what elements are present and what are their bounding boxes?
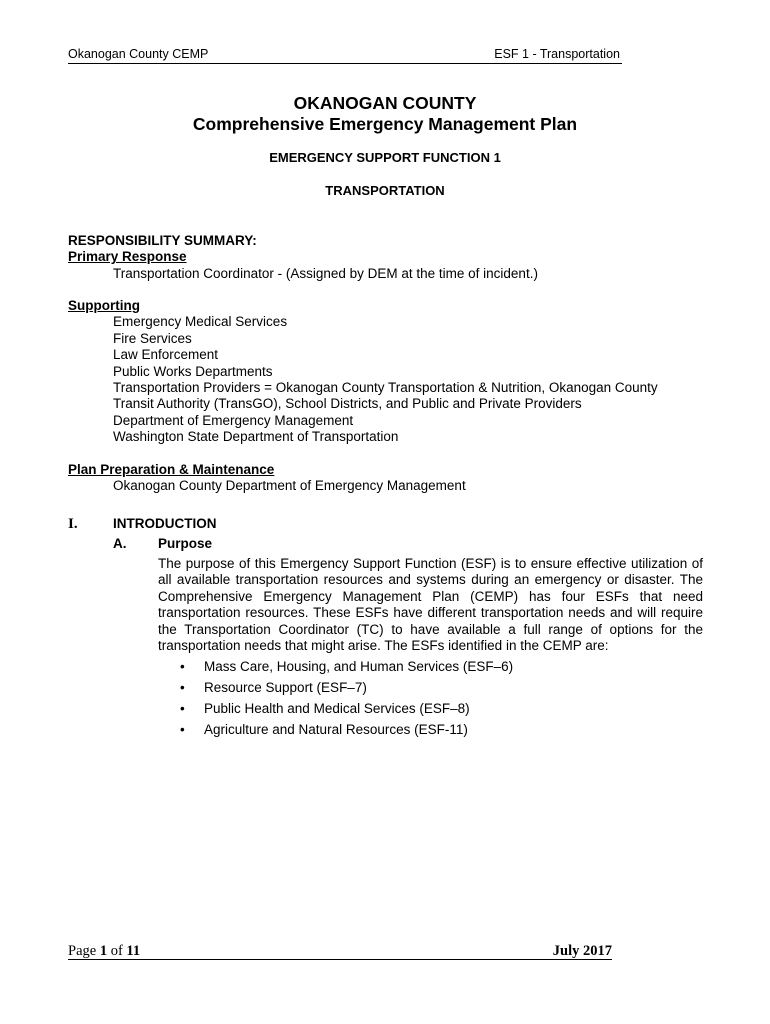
- plan-maintenance-item: Okanogan County Department of Emergency Management: [113, 478, 466, 494]
- supporting-item: Fire Services: [113, 330, 192, 346]
- plan-maintenance-label: Plan Preparation & Maintenance: [68, 462, 275, 477]
- primary-response-label: Primary Response: [68, 249, 187, 265]
- bullet-icon: •: [180, 659, 185, 674]
- list-item: [178, 680, 513, 701]
- supporting-item: Emergency Medical Services: [113, 314, 288, 330]
- plan-title: Comprehensive Emergency Management Plan: [192, 114, 578, 134]
- supporting-item: Department of Emergency Management: [113, 412, 354, 428]
- county-title: OKANOGAN COUNTY: [293, 93, 477, 113]
- supporting-item: Washington State Department of Transportation: [113, 429, 399, 445]
- supporting-label: Supporting: [68, 298, 140, 313]
- list-item: [178, 722, 513, 743]
- page-footer: [68, 943, 612, 960]
- list-item-text: Resource Support (ESF–7): [204, 680, 367, 695]
- subsection-letter: A.: [113, 536, 127, 551]
- esf-number-title: EMERGENCY SUPPORT FUNCTION 1: [269, 150, 501, 165]
- bullet-icon: •: [180, 722, 185, 737]
- header-esf-name: ESF 1 - Transportation: [494, 47, 620, 61]
- list-item: [178, 659, 513, 680]
- supporting-item: Public Works Departments: [113, 363, 273, 379]
- primary-response-item: Transportation Coordinator - (Assigned by DEM at the time of incident.): [113, 265, 538, 281]
- bullet-icon: •: [180, 680, 185, 695]
- supporting-item: Transportation Providers = Okanogan County Transportation & Nutrition, Okanogan County: [113, 380, 658, 396]
- esf-function-title: TRANSPORTATION: [325, 183, 445, 198]
- page-word: Page: [68, 943, 100, 959]
- responsibility-summary: [68, 233, 538, 282]
- page-header: [68, 47, 622, 64]
- bullet-icon: •: [180, 701, 185, 716]
- header-plan-name: Okanogan County CEMP: [68, 47, 209, 61]
- list-item: [178, 701, 513, 722]
- total-pages: 11: [126, 943, 141, 959]
- supporting-item: Law Enforcement: [113, 347, 219, 363]
- list-item-text: Public Health and Medical Services (ESF–8): [204, 701, 470, 716]
- supporting-list: [68, 314, 733, 445]
- list-item-text: Agriculture and Natural Resources (ESF-11): [204, 722, 468, 737]
- esf-bullet-list: [178, 659, 513, 743]
- plan-maintenance-section: [68, 462, 466, 495]
- page-number: [68, 943, 140, 960]
- of-word: of: [107, 943, 127, 959]
- section-number: I.: [68, 516, 78, 532]
- subsection-title: Purpose: [158, 536, 213, 551]
- list-item-text: Mass Care, Housing, and Human Services (ESF–6): [204, 659, 514, 674]
- section-title: INTRODUCTION: [113, 516, 217, 531]
- footer-date: July 2017: [552, 943, 612, 959]
- supporting-section: [68, 298, 733, 446]
- title-block: [68, 93, 702, 135]
- purpose-paragraph: The purpose of this Emergency Support Function (ESF) is to ensure effective utilization of all available transportation resources and systems during an emergency or disaster. The Comprehensive Emergency Management Plan (CEMP) has four ESFs that need transportation resources. These ESFs have different transportation needs and will require the Transportation Coordinator (TC) to have available a full range of options for the transportation needs that might arise. The ESFs identified in the CEMP are:: [158, 556, 703, 654]
- current-page: 1: [99, 943, 108, 959]
- responsibility-heading: RESPONSIBILITY SUMMARY:: [68, 233, 257, 248]
- supporting-item: Transit Authority (TransGO), School Districts, and Public and Private Providers: [113, 396, 582, 412]
